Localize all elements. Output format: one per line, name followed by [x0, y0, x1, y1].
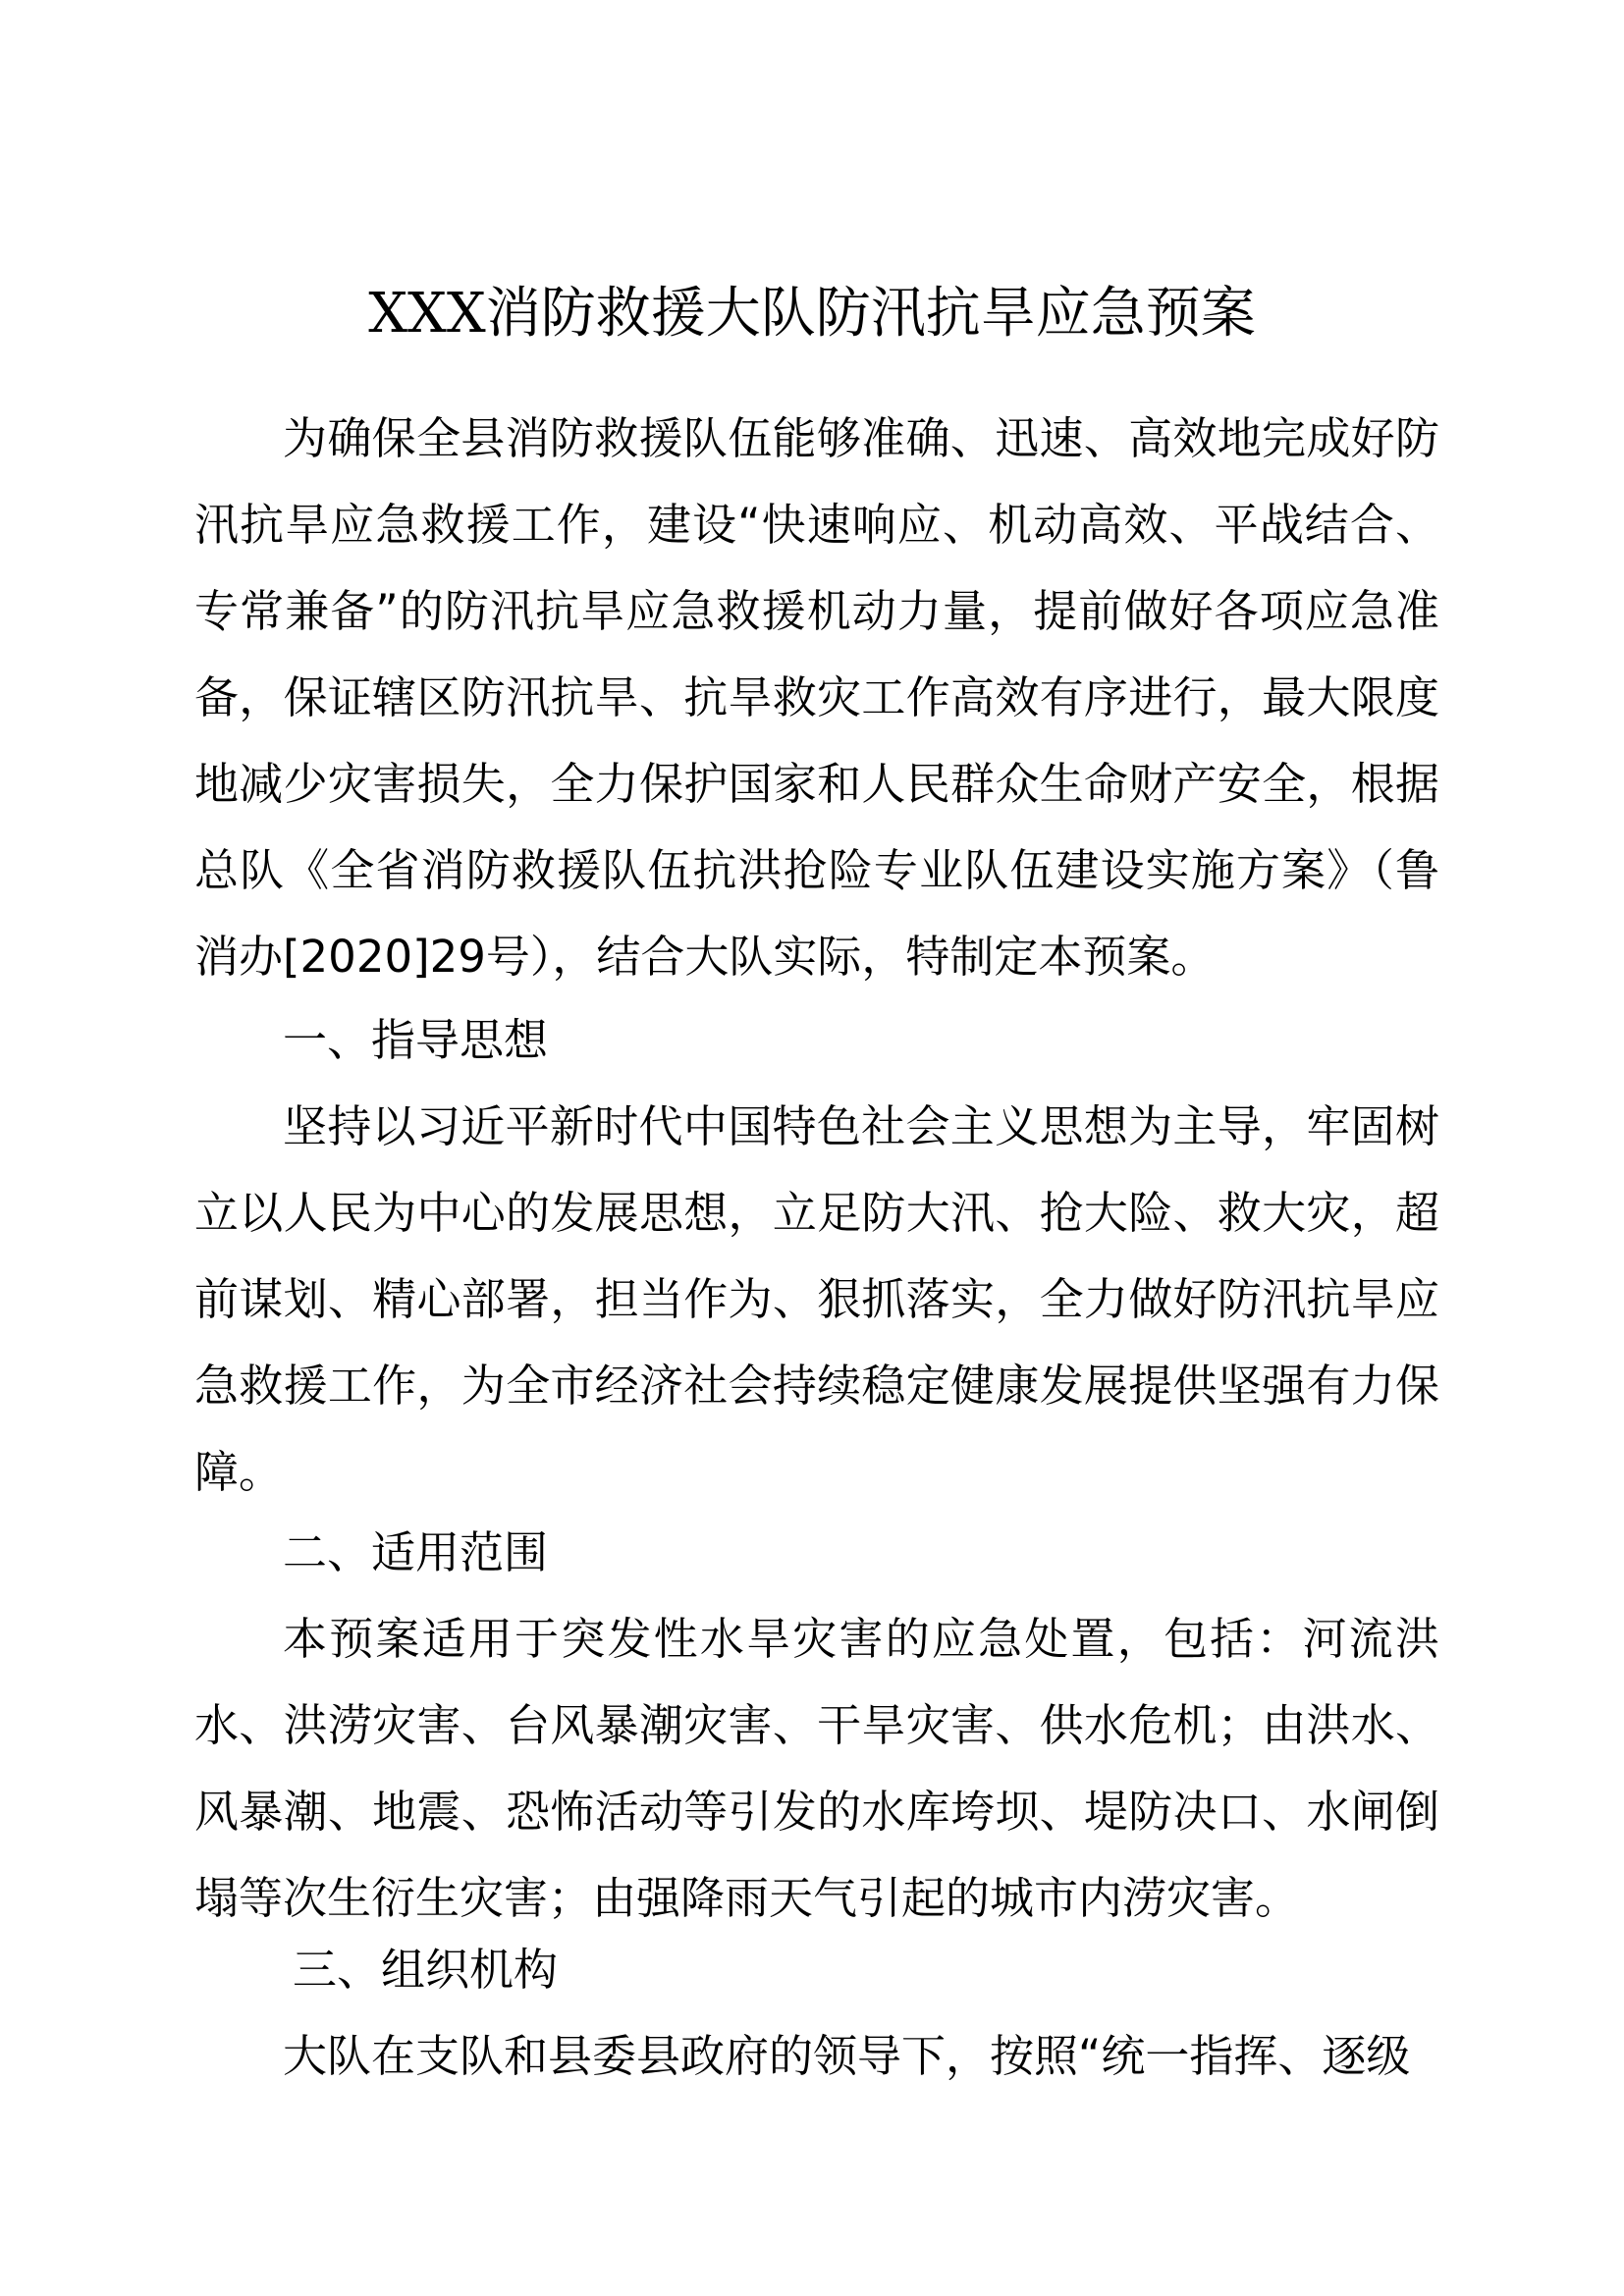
section-heading-organization: 三、组织机构	[293, 1944, 559, 1996]
document-title: XXX消防救援大队防汛抗旱应急预案	[368, 282, 1256, 346]
intro-paragraph: 为确保全县消防救援队伍能够准确、迅速、高效地完成好防汛抗旱应急救援工作，建设“快速响应、机动高效、平战结合、专常兼备”的防汛抗旱应急救援机动力量，提前做好各项应急准备，保证辖区防汛抗旱、抗旱救灾工作高效有序进行，最大限度地减少灾害损失，全力保护国家和人民群众生命财产安全，根据总队《全省消防救援队伍抗洪抢险专业队伍建设实施方案》（鲁消办[2020]29号），结合大队实际，特制定本预案。	[194, 412, 1439, 983]
section-heading-guiding-ideology: 一、指导思想	[283, 1014, 549, 1066]
section-body-organization: 大队在支队和县委县政府的领导下，按照“统一指挥、逐级	[283, 2030, 1411, 2082]
section-heading-scope: 二、适用范围	[283, 1526, 549, 1578]
section-body-guiding-ideology: 坚持以习近平新时代中国特色社会主义思想为主导，牢固树立以人民为中心的发展思想，立足防大汛、抢大险、救大灾，超前谋划、精心部署，担当作为、狠抓落实，全力做好防汛抗旱应急救援工作，为全市经济社会持续稳定健康发展提供坚强有力保障。	[194, 1100, 1439, 1498]
section-body-scope: 本预案适用于突发性水旱灾害的应急处置，包括：河流洪水、洪涝灾害、台风暴潮灾害、干旱灾害、供水危机；由洪水、风暴潮、地震、恐怖活动等引发的水库垮坝、堤防决口、水闸倒塌等次生衍生灾害；由强降雨天气引起的城市内涝灾害。	[194, 1613, 1439, 1924]
